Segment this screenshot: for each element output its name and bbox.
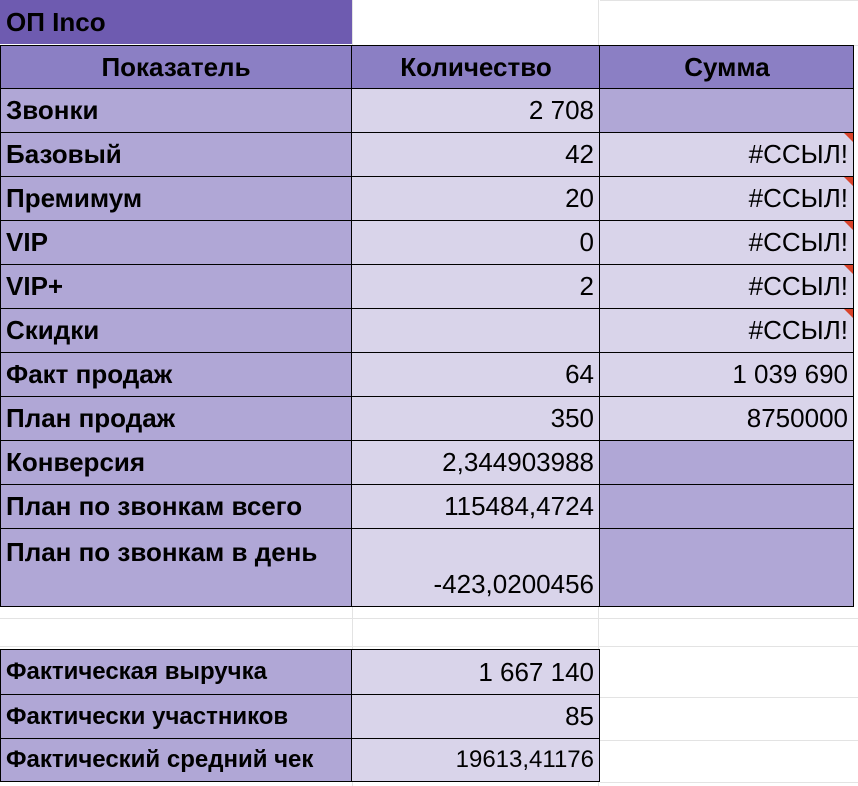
grid-line	[600, 782, 858, 783]
row-label[interactable]: Премимум	[0, 177, 352, 220]
border	[0, 308, 854, 309]
row-qty[interactable]: 2	[352, 265, 600, 308]
summary-label[interactable]: Фактическая выручка	[0, 650, 352, 694]
border	[0, 352, 854, 353]
border	[0, 484, 854, 485]
border	[0, 606, 854, 607]
grid-line	[600, 697, 858, 698]
row-sum[interactable]: 8750000	[600, 397, 854, 440]
header-sum[interactable]: Сумма	[600, 46, 854, 88]
border	[0, 649, 1, 782]
row-sum[interactable]	[600, 133, 854, 176]
border	[0, 528, 854, 529]
grid-line	[600, 740, 858, 741]
row-sum[interactable]	[600, 265, 854, 308]
row-label[interactable]: Базовый	[0, 133, 352, 176]
row-label[interactable]: План продаж	[0, 397, 352, 440]
border	[599, 649, 600, 782]
border	[0, 440, 854, 441]
sheet-title[interactable]: ОП Inco	[0, 0, 352, 44]
border	[0, 176, 854, 177]
row-sum[interactable]	[600, 177, 854, 220]
border	[853, 45, 854, 607]
row-qty[interactable]: 64	[352, 353, 600, 396]
border	[0, 649, 600, 650]
error-value: #ССЫЛ!	[748, 139, 848, 169]
row-sum[interactable]: 1 039 690	[600, 353, 854, 396]
summary-label[interactable]: Фактический средний чек	[0, 739, 352, 781]
border	[0, 396, 854, 397]
border	[0, 88, 854, 89]
row-label[interactable]: VIP	[0, 221, 352, 264]
row-sum[interactable]	[600, 485, 854, 528]
row-qty[interactable]: 2 708	[352, 89, 600, 132]
row-sum[interactable]	[600, 529, 854, 606]
border	[0, 45, 854, 46]
row-label[interactable]: Звонки	[0, 89, 352, 132]
border	[0, 738, 600, 739]
grid-line	[0, 618, 858, 619]
border	[0, 45, 1, 607]
row-qty[interactable]: 115484,4724	[352, 485, 600, 528]
row-qty[interactable]: 350	[352, 397, 600, 440]
border	[599, 45, 600, 607]
row-qty[interactable]: 20	[352, 177, 600, 220]
row-label[interactable]: VIP+	[0, 265, 352, 308]
row-qty[interactable]: -423,0200456	[352, 529, 600, 606]
summary-label[interactable]: Фактически участников	[0, 695, 352, 738]
grid-line	[600, 0, 858, 1]
border	[0, 781, 600, 782]
border	[0, 694, 600, 695]
summary-value[interactable]: 19613,41176	[352, 739, 600, 781]
header-quantity[interactable]: Количество	[352, 46, 600, 88]
border	[0, 264, 854, 265]
border	[351, 45, 352, 607]
summary-value[interactable]: 85	[352, 695, 600, 738]
summary-value[interactable]: 1 667 140	[352, 650, 600, 694]
error-value: #ССЫЛ!	[748, 183, 848, 213]
row-qty[interactable]	[352, 309, 600, 352]
row-qty[interactable]: 42	[352, 133, 600, 176]
row-label[interactable]: План по звонкам в день	[0, 529, 352, 606]
border	[0, 220, 854, 221]
error-value: #ССЫЛ!	[748, 315, 848, 345]
error-value: #ССЫЛ!	[748, 271, 848, 301]
row-label[interactable]: Скидки	[0, 309, 352, 352]
row-qty[interactable]: 0	[352, 221, 600, 264]
row-sum[interactable]	[600, 441, 854, 484]
grid-line	[0, 646, 858, 647]
row-qty[interactable]: 2,344903988	[352, 441, 600, 484]
row-sum[interactable]	[600, 309, 854, 352]
header-indicator[interactable]: Показатель	[0, 46, 352, 88]
row-label[interactable]: План по звонкам всего	[0, 485, 352, 528]
row-label[interactable]: Факт продаж	[0, 353, 352, 396]
row-sum[interactable]	[600, 221, 854, 264]
error-value: #ССЫЛ!	[748, 227, 848, 257]
border	[351, 649, 352, 782]
row-sum[interactable]	[600, 89, 854, 132]
border	[0, 132, 854, 133]
row-label[interactable]: Конверсия	[0, 441, 352, 484]
